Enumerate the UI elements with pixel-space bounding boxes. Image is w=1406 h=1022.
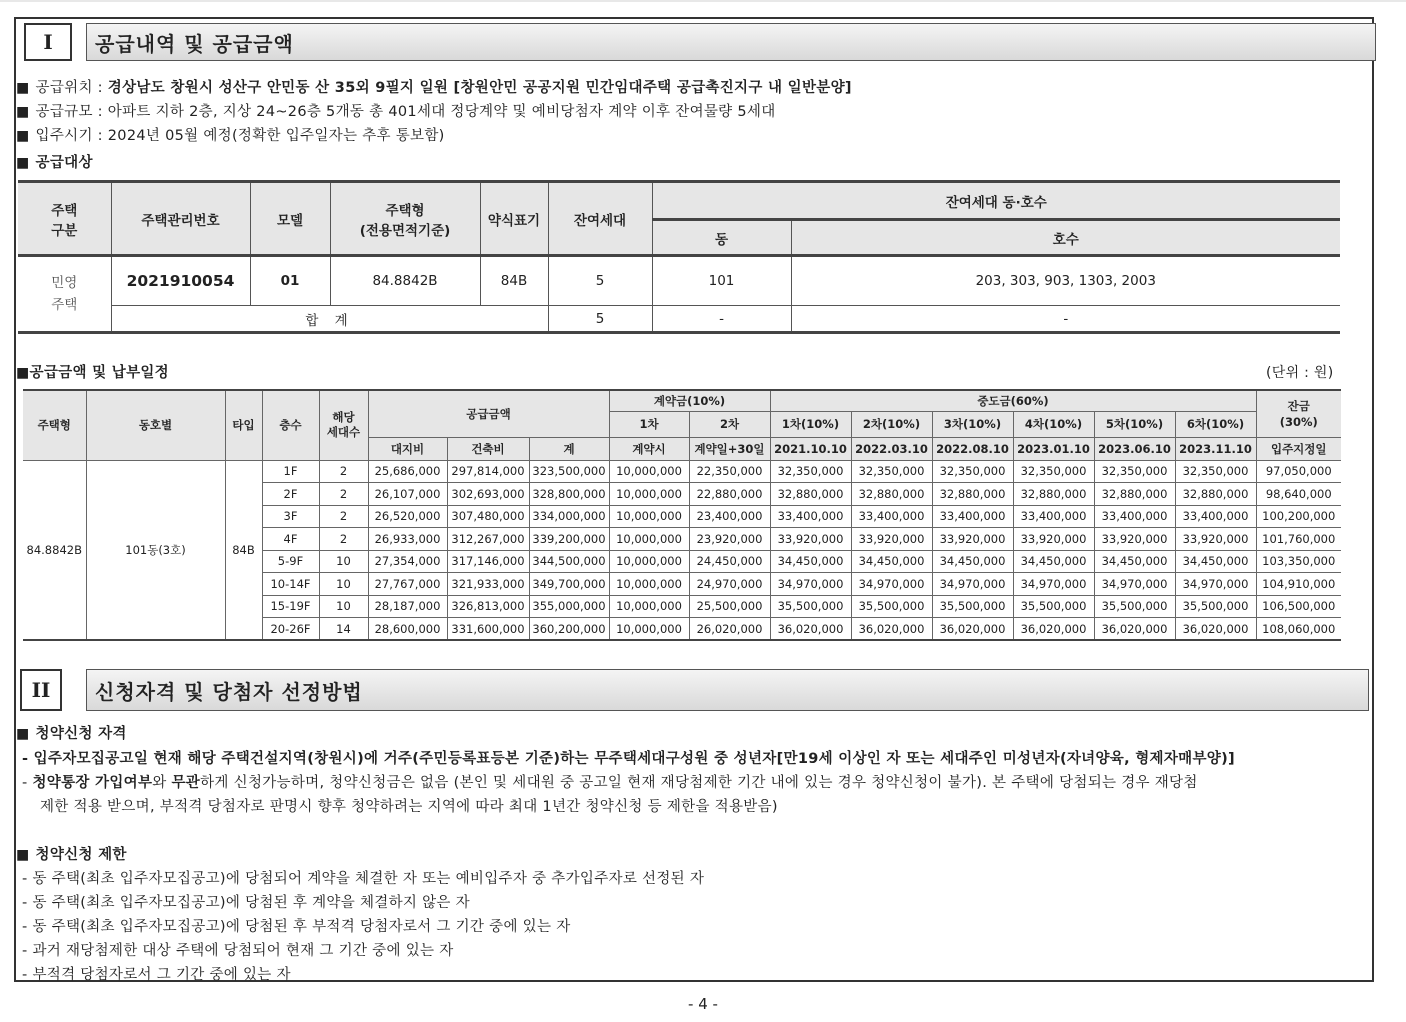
table-cell: 2 — [319, 483, 368, 506]
table-cell: 32,880,000 — [932, 483, 1013, 506]
price-table-body — [23, 460, 1341, 640]
table-cell: 25,686,000 — [368, 460, 447, 483]
restrict-text: 부적격 당첨자로서 그 기간 중에 있는 자 — [32, 967, 291, 983]
total-label: 합 계 — [111, 306, 548, 333]
table-cell: 22,880,000 — [689, 483, 770, 506]
section-1-number: I — [24, 23, 72, 61]
table-cell: 35,500,000 — [851, 595, 932, 618]
table-cell: 26,520,000 — [368, 505, 447, 528]
table-cell: 36,020,000 — [851, 618, 932, 641]
table-cell: 33,400,000 — [1013, 505, 1094, 528]
qual-item-1: - 입주자모집공고일 현재 해당 주택건설지역(창원시)에 거주(주민등록표등본 기준)하는 무주택세대구성원 중 성년자[만19세 이상인 자 또는 세대주인 미성년자(자녀양육, 형제자매부양)] — [22, 751, 1235, 767]
restrict-item: - 동 주택(최초 입주자모집공고)에 당첨된 후 부적격 당첨자로서 그 기간 중에 있는 자 — [22, 919, 571, 935]
qual-item-text: 입주자모집공고일 현재 해당 주택건설지역(창원시)에 거주(주민등록표등본 기준)하는 무주택세대구성원 중 성년자[만19세 이상인 자 또는 세대주인 미성년자(자녀양육, 형제자매부양)] — [33, 751, 1235, 767]
table-cell: 34,450,000 — [770, 550, 851, 573]
table-cell: 32,350,000 — [1013, 460, 1094, 483]
table-cell: 10 — [319, 550, 368, 573]
heading-text: 공급대상 — [35, 155, 93, 171]
restrict-text: 동 주택(최초 입주자모집공고)에 당첨된 후 부적격 당첨자로서 그 기간 중에 있는 자 — [32, 919, 571, 935]
table-cell: 15-19F — [262, 595, 319, 618]
table-cell: 33,400,000 — [770, 505, 851, 528]
table-cell: 360,200,000 — [529, 618, 609, 641]
qual-item-2-cont: 제한 적용 받으며, 부적격 당첨자로 판명시 향후 청약하려는 지역에 따라 최대 1년간 청약신청 등 제한을 적용받음) — [40, 799, 778, 815]
table-cell: 344,500,000 — [529, 550, 609, 573]
total-dong: - — [652, 306, 791, 333]
cell-group-type: 84.8842B — [23, 460, 86, 640]
table-cell: 28,600,000 — [368, 618, 447, 641]
qual-text: 하게 신청가능하며, 청약신청금은 없음 (본인 및 세대원 중 공고일 현재 재당첨제한 기간 내에 있는 경우 청약신청이 불가). 본 주택에 당첨되는 경우 재당첨 — [200, 775, 1198, 791]
table-cell: 98,640,000 — [1256, 483, 1341, 506]
table-cell: 33,920,000 — [1013, 528, 1094, 551]
table-cell: 27,767,000 — [368, 573, 447, 596]
h-balance: 잔금 (30%) — [1256, 390, 1341, 437]
supply-target-table — [18, 180, 1340, 334]
h-md3: 2022.08.10 — [932, 437, 1013, 460]
table-cell: 34,450,000 — [1094, 550, 1175, 573]
table-cell: 101,760,000 — [1256, 528, 1341, 551]
table-cell: 33,400,000 — [1175, 505, 1256, 528]
qual-item-2: - 청약통장 가입여부와 무관하게 신청가능하며, 청약신청금은 없음 (본인 및 세대원 중 공고일 현재 재당첨제한 기간 내에 있는 경우 청약신청이 불가). 본 주택에 당첨되는 경우 재당첨 — [22, 775, 1198, 791]
table-cell: 34,970,000 — [1013, 573, 1094, 596]
table-cell: 33,920,000 — [1094, 528, 1175, 551]
table-cell: 103,350,000 — [1256, 550, 1341, 573]
table-cell: 33,920,000 — [932, 528, 1013, 551]
info-value: 2024년 05월 예정(정확한 입주일자는 추후 통보함) — [107, 128, 445, 144]
h-dong: 동호별 — [86, 390, 225, 460]
info-label: 공급규모 : — [35, 104, 108, 120]
restrict-text: 동 주택(최초 입주자모집공고)에 당첨되어 계약을 체결한 자 또는 예비입주자 중 추가입주자로 선정된 자 — [32, 871, 705, 887]
table-cell: 326,813,000 — [447, 595, 529, 618]
col-remaining-units: 잔여세대 동·호수 — [652, 182, 1340, 220]
table-cell: 26,020,000 — [689, 618, 770, 641]
info-move-in: ■ 입주시기 : 2024년 05월 예정(정확한 입주일자는 추후 통보함) — [16, 128, 445, 144]
table-cell: 2 — [319, 528, 368, 551]
table-cell: 10,000,000 — [609, 460, 689, 483]
table-cell: 33,920,000 — [851, 528, 932, 551]
restrict-item: - 부적격 당첨자로서 그 기간 중에 있는 자 — [22, 967, 291, 983]
table-cell: 34,970,000 — [1094, 573, 1175, 596]
cell-group-dong: 101동(3호) — [86, 460, 225, 640]
table-cell: 36,020,000 — [770, 618, 851, 641]
col-mgmt-no: 주택관리번호 — [111, 182, 250, 256]
cell-remaining: 5 — [548, 256, 652, 306]
info-scale: ■ 공급규모 : 아파트 지하 2층, 지상 24~26층 5개동 총 401세대 정당계약 및 예비당첨자 계약 이후 잔여물량 5세대 — [16, 104, 776, 120]
table-cell: 35,500,000 — [770, 595, 851, 618]
section-1-title: 공급내역 및 공급금액 — [86, 23, 1376, 61]
table-cell: 1F — [262, 460, 319, 483]
qual-bold: 무관 — [171, 775, 201, 791]
restrict-item: - 과거 재당첨제한 대상 주택에 당첨되어 현재 그 기간 중에 있는 자 — [22, 943, 454, 959]
table-cell: 32,880,000 — [1175, 483, 1256, 506]
table-cell: 2 — [319, 460, 368, 483]
table-cell: 349,700,000 — [529, 573, 609, 596]
table-cell: 32,350,000 — [1094, 460, 1175, 483]
table-cell: 34,970,000 — [851, 573, 932, 596]
table-cell: 10 — [319, 595, 368, 618]
table-cell: 355,000,000 — [529, 595, 609, 618]
cell-abbr: 84B — [480, 256, 548, 306]
table-cell: 24,970,000 — [689, 573, 770, 596]
h-sum: 계 — [529, 437, 609, 460]
h-units: 해당 세대수 — [319, 390, 368, 460]
info-value: 아파트 지하 2층, 지상 24~26층 5개동 총 401세대 정당계약 및 예비당첨자 계약 이후 잔여물량 5세대 — [107, 104, 776, 120]
h-c1: 1차 — [609, 411, 689, 437]
restrict-text: 과거 재당첨제한 대상 주택에 당첨되어 현재 그 기간 중에 있는 자 — [32, 943, 454, 959]
table-cell: 32,350,000 — [770, 460, 851, 483]
table-cell: 33,400,000 — [1094, 505, 1175, 528]
table-cell: 32,350,000 — [1175, 460, 1256, 483]
total-ho: - — [791, 306, 1340, 333]
qual-text: 와 — [152, 775, 172, 791]
table-cell: 97,050,000 — [1256, 460, 1341, 483]
table-cell: 2 — [319, 505, 368, 528]
table-cell: 10 — [319, 573, 368, 596]
table-cell: 26,107,000 — [368, 483, 447, 506]
table-cell: 34,450,000 — [1013, 550, 1094, 573]
info-location: ■ 공급위치 : 경상남도 창원시 성산구 안민동 산 35외 9필지 일원 [창원안민 공공지원 민간임대주택 공급촉진지구 내 일반분양] — [16, 80, 852, 96]
table-cell: 312,267,000 — [447, 528, 529, 551]
restrict-text: 동 주택(최초 입주자모집공고)에 당첨된 후 계약을 체결하지 않은 자 — [32, 895, 470, 911]
col-ho: 호수 — [791, 220, 1340, 256]
table-cell: 35,500,000 — [932, 595, 1013, 618]
table-cell: 28,187,000 — [368, 595, 447, 618]
table-cell: 328,800,000 — [529, 483, 609, 506]
top-divider — [0, 0, 1406, 2]
section-2-header — [20, 669, 1369, 711]
table-cell: 323,500,000 — [529, 460, 609, 483]
table-row — [18, 256, 1340, 306]
table-cell: 32,350,000 — [932, 460, 1013, 483]
col-remaining: 잔여세대 — [548, 182, 652, 256]
table-cell: 35,500,000 — [1013, 595, 1094, 618]
h-building: 건축비 — [447, 437, 529, 460]
h-m3: 3차(10%) — [932, 411, 1013, 437]
cell-group-tp: 84B — [225, 460, 262, 640]
table-cell: 334,000,000 — [529, 505, 609, 528]
col-abbr: 약식표기 — [480, 182, 548, 256]
table-cell: 307,480,000 — [447, 505, 529, 528]
restrict-item: - 동 주택(최초 입주자모집공고)에 당첨되어 계약을 체결한 자 또는 예비입주자 중 추가입주자로 선정된 자 — [22, 871, 705, 887]
total-row — [18, 306, 1340, 333]
table-cell: 36,020,000 — [932, 618, 1013, 641]
info-label: 입주시기 : — [35, 128, 108, 144]
table-row — [23, 460, 1341, 483]
cell-mgmt-no: 2021910054 — [111, 256, 250, 306]
h-tp: 타입 — [225, 390, 262, 460]
table-cell: 33,400,000 — [932, 505, 1013, 528]
supply-target-heading: ■ 공급대상 — [16, 155, 93, 171]
table-cell: 10,000,000 — [609, 618, 689, 641]
cell-ho: 203, 303, 903, 1303, 2003 — [791, 256, 1340, 306]
table-cell: 317,146,000 — [447, 550, 529, 573]
table-cell: 108,060,000 — [1256, 618, 1341, 641]
h-balance-date: 입주지정일 — [1256, 437, 1341, 460]
table-cell: 5-9F — [262, 550, 319, 573]
table-cell: 331,600,000 — [447, 618, 529, 641]
table-cell: 14 — [319, 618, 368, 641]
table-cell: 10,000,000 — [609, 483, 689, 506]
section-2-title: 신청자격 및 당첨자 선정방법 — [86, 669, 1369, 711]
table-cell: 33,920,000 — [1175, 528, 1256, 551]
table-cell: 20-26F — [262, 618, 319, 641]
table-cell: 34,450,000 — [851, 550, 932, 573]
h-middle: 중도금(60%) — [770, 390, 1256, 411]
h-m5: 5차(10%) — [1094, 411, 1175, 437]
col-dong: 동 — [652, 220, 791, 256]
h-type: 주택형 — [23, 390, 86, 460]
h-c2: 2차 — [689, 411, 770, 437]
table-cell: 33,400,000 — [851, 505, 932, 528]
unit-note: (단위 : 원) — [1266, 365, 1334, 381]
col-housing-type: 주택형 (전용면적기준) — [330, 182, 480, 256]
table-cell: 302,693,000 — [447, 483, 529, 506]
table-cell: 339,200,000 — [529, 528, 609, 551]
heading-text: 청약신청 자격 — [35, 726, 127, 742]
table-cell: 24,450,000 — [689, 550, 770, 573]
qual-bold: 청약통장 가입여부 — [32, 775, 153, 791]
table-cell: 25,500,000 — [689, 595, 770, 618]
total-remaining: 5 — [548, 306, 652, 333]
table-cell: 36,020,000 — [1094, 618, 1175, 641]
h-m2: 2차(10%) — [851, 411, 932, 437]
table-cell: 27,354,000 — [368, 550, 447, 573]
cell-dong: 101 — [652, 256, 791, 306]
h-floor: 층수 — [262, 390, 319, 460]
info-label: 공급위치 : — [35, 80, 108, 96]
table-cell: 23,400,000 — [689, 505, 770, 528]
table-cell: 10,000,000 — [609, 595, 689, 618]
table-cell: 10,000,000 — [609, 505, 689, 528]
heading-text: 청약신청 제한 — [35, 847, 127, 863]
table-cell: 34,970,000 — [770, 573, 851, 596]
table-cell: 2F — [262, 483, 319, 506]
restrict-item: - 동 주택(최초 입주자모집공고)에 당첨된 후 계약을 체결하지 않은 자 — [22, 895, 470, 911]
table-cell: 104,910,000 — [1256, 573, 1341, 596]
table-cell: 32,350,000 — [851, 460, 932, 483]
section-2-number: II — [20, 669, 62, 711]
table-cell: 32,880,000 — [770, 483, 851, 506]
table-cell: 36,020,000 — [1013, 618, 1094, 641]
col-model: 모델 — [250, 182, 330, 256]
table-cell: 4F — [262, 528, 319, 551]
col-type: 주택 구분 — [18, 182, 111, 256]
price-heading: ■공급금액 및 납부일정 — [16, 365, 169, 381]
table-cell: 35,500,000 — [1175, 595, 1256, 618]
table-cell: 22,350,000 — [689, 460, 770, 483]
h-land: 대지비 — [368, 437, 447, 460]
heading-text: 공급금액 및 납부일정 — [29, 365, 169, 381]
table-cell: 23,920,000 — [689, 528, 770, 551]
h-m6: 6차(10%) — [1175, 411, 1256, 437]
table-cell: 100,200,000 — [1256, 505, 1341, 528]
h-m1: 1차(10%) — [770, 411, 851, 437]
h-md4: 2023.01.10 — [1013, 437, 1094, 460]
h-contract: 계약금(10%) — [609, 390, 770, 411]
table-cell: 10-14F — [262, 573, 319, 596]
page-number: - 4 - — [688, 995, 718, 1013]
table-cell: 297,814,000 — [447, 460, 529, 483]
table-cell: 321,933,000 — [447, 573, 529, 596]
table-cell: 10,000,000 — [609, 573, 689, 596]
table-cell: 3F — [262, 505, 319, 528]
table-cell: 34,970,000 — [932, 573, 1013, 596]
price-table — [23, 389, 1341, 641]
h-md1: 2021.10.10 — [770, 437, 851, 460]
table-cell: 10,000,000 — [609, 528, 689, 551]
cell-type: 민영 주택 — [18, 256, 111, 333]
table-cell: 33,920,000 — [770, 528, 851, 551]
table-cell: 106,500,000 — [1256, 595, 1341, 618]
table-cell: 34,970,000 — [1175, 573, 1256, 596]
table-cell: 35,500,000 — [1094, 595, 1175, 618]
h-md6: 2023.11.10 — [1175, 437, 1256, 460]
table-cell: 34,450,000 — [932, 550, 1013, 573]
h-c1d: 계약시 — [609, 437, 689, 460]
h-md5: 2023.06.10 — [1094, 437, 1175, 460]
info-value: 경상남도 창원시 성산구 안민동 산 35외 9필지 일원 [창원안민 공공지원 민간임대주택 공급촉진지구 내 일반분양] — [107, 80, 852, 96]
h-c2d: 계약일+30일 — [689, 437, 770, 460]
restrict-heading: ■ 청약신청 제한 — [16, 847, 127, 863]
table-cell: 32,880,000 — [1013, 483, 1094, 506]
qual-heading: ■ 청약신청 자격 — [16, 726, 127, 742]
h-md2: 2022.03.10 — [851, 437, 932, 460]
table-cell: 34,450,000 — [1175, 550, 1256, 573]
cell-model: 01 — [250, 256, 330, 306]
section-1-header — [24, 23, 1376, 61]
table-cell: 10,000,000 — [609, 550, 689, 573]
table-cell: 32,880,000 — [1094, 483, 1175, 506]
cell-housing-type: 84.8842B — [330, 256, 480, 306]
table-cell: 26,933,000 — [368, 528, 447, 551]
h-m4: 4차(10%) — [1013, 411, 1094, 437]
table-cell: 32,880,000 — [851, 483, 932, 506]
table-cell: 36,020,000 — [1175, 618, 1256, 641]
h-price: 공급금액 — [368, 390, 609, 437]
